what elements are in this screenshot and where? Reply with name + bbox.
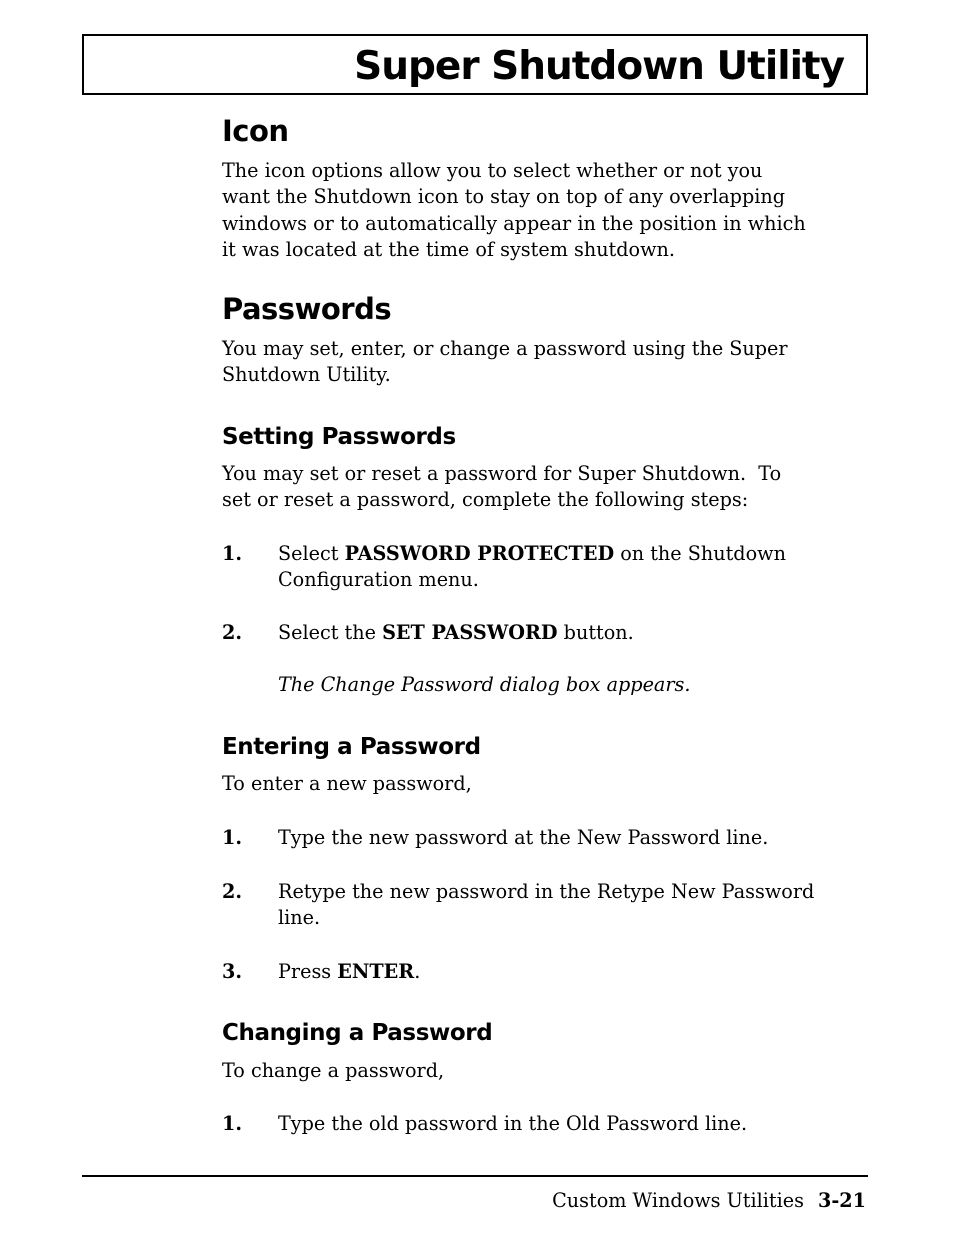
step-text-pre: Select <box>278 542 345 565</box>
setting-paragraph-line-2: set or reset a password, complete the following steps: <box>222 488 749 511</box>
entering-step-1-number: 1. <box>222 826 243 849</box>
icon-heading: Icon <box>222 114 289 148</box>
setting-step-1-number: 1. <box>222 542 243 565</box>
footer-chapter: Custom Windows Utilities <box>552 1189 804 1212</box>
setting-step-2-text <box>278 620 634 646</box>
entering-step-2-text-line-2: line. <box>278 906 321 929</box>
icon-paragraph-line-1: The icon options allow you to select whether or not you <box>222 159 763 182</box>
step-text-post: . <box>414 960 421 983</box>
setting-passwords-heading: Setting Passwords <box>222 424 456 450</box>
icon-paragraph-line-2: want the Shutdown icon to stay on top of any overlapping <box>222 185 786 208</box>
setting-paragraph-line-1: You may set or reset a password for Super Shutdown. To <box>222 462 782 485</box>
step-text-post: on the Shutdown <box>614 542 786 565</box>
changing-step-1-text: Type the old password in the Old Password line. <box>278 1112 748 1135</box>
step-text-post: button. <box>557 621 634 644</box>
entering-step-2-number: 2. <box>222 880 243 903</box>
changing-password-heading: Changing a Password <box>222 1020 493 1046</box>
passwords-paragraph-line-1: You may set, enter, or change a password using the Super <box>222 337 788 360</box>
entering-step-3-number: 3. <box>222 960 243 983</box>
entering-password-heading: Entering a Password <box>222 734 481 760</box>
entering-step-3-text <box>278 959 420 985</box>
setting-step-1-text <box>278 541 786 567</box>
step-text-pre: Press <box>278 960 338 983</box>
setting-step-2-number: 2. <box>222 621 243 644</box>
changing-step-1-number: 1. <box>222 1112 243 1135</box>
footer-rule <box>82 1175 868 1177</box>
passwords-heading: Passwords <box>222 292 392 326</box>
passwords-paragraph-line-2: Shutdown Utility. <box>222 363 391 386</box>
setting-step-2-result: The Change Password dialog box appears. <box>278 673 691 696</box>
entering-step-1-text: Type the new password at the New Password line. <box>278 826 769 849</box>
entering-step-2-text: Retype the new password in the Retype New Password <box>278 880 815 903</box>
changing-intro: To change a password, <box>222 1059 445 1082</box>
ui-label-password-protected: PASSWORD PROTECTED <box>344 542 615 565</box>
ui-label-set-password: SET PASSWORD <box>382 621 558 644</box>
icon-paragraph-line-4: it was located at the time of system shutdown. <box>222 238 675 261</box>
page-header-box <box>82 34 868 95</box>
entering-intro: To enter a new password, <box>222 772 472 795</box>
page-title: Super Shutdown Utility <box>354 44 844 89</box>
key-label-enter: ENTER <box>337 960 415 983</box>
icon-paragraph-line-3: windows or to automatically appear in the position in which <box>222 212 806 235</box>
step-text-pre: Select the <box>278 621 383 644</box>
page-footer <box>552 1188 866 1214</box>
setting-step-1-text-line-2: Configuration menu. <box>278 568 479 591</box>
footer-page-number: 3-21 <box>817 1189 866 1212</box>
